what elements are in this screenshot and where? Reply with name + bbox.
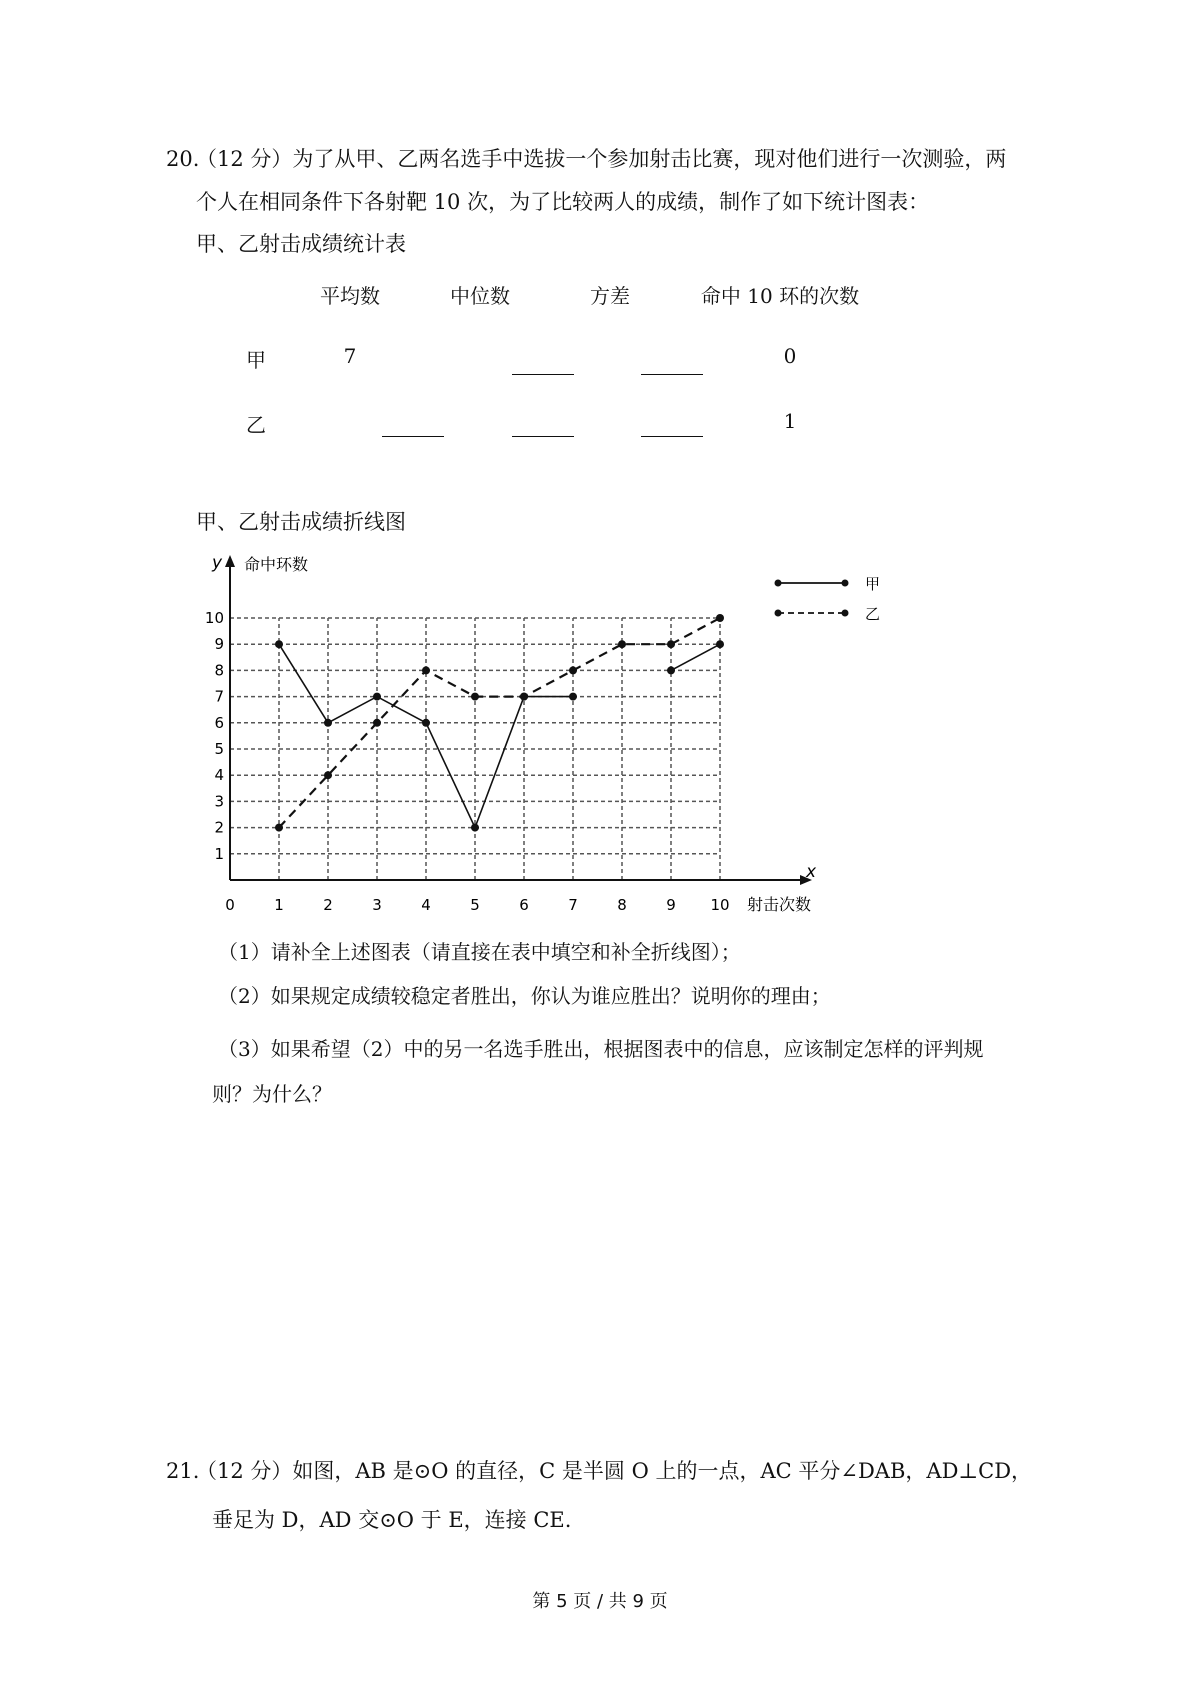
x-tick-label: 5: [470, 896, 480, 914]
data-point: [716, 614, 724, 622]
x-tick-label: 1: [274, 896, 284, 914]
data-point: [275, 824, 283, 832]
y-tick-label: 5: [214, 740, 224, 758]
table-title: 甲、乙射击成绩统计表: [196, 232, 406, 256]
question-20-line-2: 个人在相同条件下各射靶 10 次，为了比较两人的成绩，制作了如下统计图表：: [196, 190, 930, 214]
data-point: [471, 693, 479, 701]
y-tick-label: 7: [214, 687, 224, 706]
data-point: [667, 666, 675, 674]
series-line-jia: [671, 644, 720, 670]
y-tick-label: 10: [204, 609, 224, 627]
y-tick-label: 6: [214, 713, 224, 732]
data-point: [373, 693, 381, 701]
sub-question-3-line-1: （3）如果希望（2）中的另一名选手胜出，根据图表中的信息，应该制定怎样的评判规: [218, 1037, 984, 1061]
question-20-line-1: （12 分）为了从甲、乙两名选手中选拔一个参加射击比赛，现对他们进行一次测验，两: [196, 147, 1007, 171]
y-tick-label: 2: [214, 818, 224, 837]
legend-label: 乙: [865, 605, 881, 623]
legend-marker: [842, 610, 849, 617]
y-tick-label: 8: [214, 661, 224, 680]
header-median: 中位数: [450, 284, 510, 308]
question-21-line-2: 垂足为 D，AD 交⊙O 于 E，连接 CE.: [212, 1508, 572, 1532]
y-tick-label: 9: [214, 635, 224, 654]
data-point: [373, 719, 381, 727]
legend-marker: [775, 580, 782, 587]
data-point: [520, 693, 528, 701]
x-tick-label: 8: [617, 896, 627, 914]
header-mean: 平均数: [320, 284, 380, 308]
sub-question-1: （1）请补全上述图表（请直接在表中填空和补全折线图）；: [218, 940, 741, 964]
row-label-jia: 甲: [246, 348, 266, 372]
x-tick-label: 7: [568, 896, 578, 914]
data-point: [716, 640, 724, 648]
sub-question-2: （2）如果规定成绩较稳定者胜出，你认为谁应胜出？说明你的理由；: [218, 984, 831, 1008]
data-point: [618, 640, 626, 648]
y-axis-arrow: [225, 555, 235, 567]
legend-marker: [775, 610, 782, 617]
question-21-line-1: （12 分）如图，AB 是⊙O 的直径，C 是半圆 O 上的一点，AC 平分∠DAB，AD⊥CD，: [196, 1459, 1033, 1483]
x-axis-label: 射击次数: [747, 895, 812, 914]
jia-mean: 7: [343, 344, 357, 368]
x-tick-label: 10: [710, 896, 730, 914]
legend-label: 甲: [865, 575, 881, 593]
y-tick-label: 1: [214, 844, 224, 863]
x-axis-letter: x: [806, 862, 817, 882]
data-point: [324, 719, 332, 727]
data-point: [422, 719, 430, 727]
row-label-yi: 乙: [246, 413, 266, 437]
x-tick-label: 2: [323, 896, 333, 914]
y-axis-label: 命中环数: [244, 555, 309, 574]
header-variance: 方差: [590, 284, 630, 308]
jia-hits-10: 0: [783, 344, 797, 368]
data-point: [569, 666, 577, 674]
header-hits-10: 命中 10 环的次数: [700, 284, 860, 308]
data-point: [569, 693, 577, 701]
x-tick-label: 6: [519, 896, 529, 914]
yi-hits-10: 1: [783, 409, 797, 433]
data-point: [275, 640, 283, 648]
origin-label: 0: [225, 896, 235, 914]
y-axis-letter: y: [212, 553, 223, 573]
question-20-number: 20.: [166, 147, 200, 171]
x-tick-label: 9: [666, 896, 676, 914]
data-point: [667, 640, 675, 648]
question-21-number: 21.: [166, 1459, 200, 1483]
data-point: [422, 666, 430, 674]
data-point: [471, 824, 479, 832]
y-tick-label: 3: [214, 792, 224, 811]
x-tick-label: 4: [421, 896, 431, 914]
x-tick-label: 3: [372, 896, 382, 914]
page-footer: 第 5 页 / 共 9 页: [532, 1591, 668, 1612]
sub-question-3-line-2: 则？为什么？: [212, 1082, 332, 1106]
y-tick-label: 4: [214, 766, 224, 785]
chart-title: 甲、乙射击成绩折线图: [196, 510, 406, 534]
data-point: [324, 771, 332, 779]
legend-marker: [842, 580, 849, 587]
